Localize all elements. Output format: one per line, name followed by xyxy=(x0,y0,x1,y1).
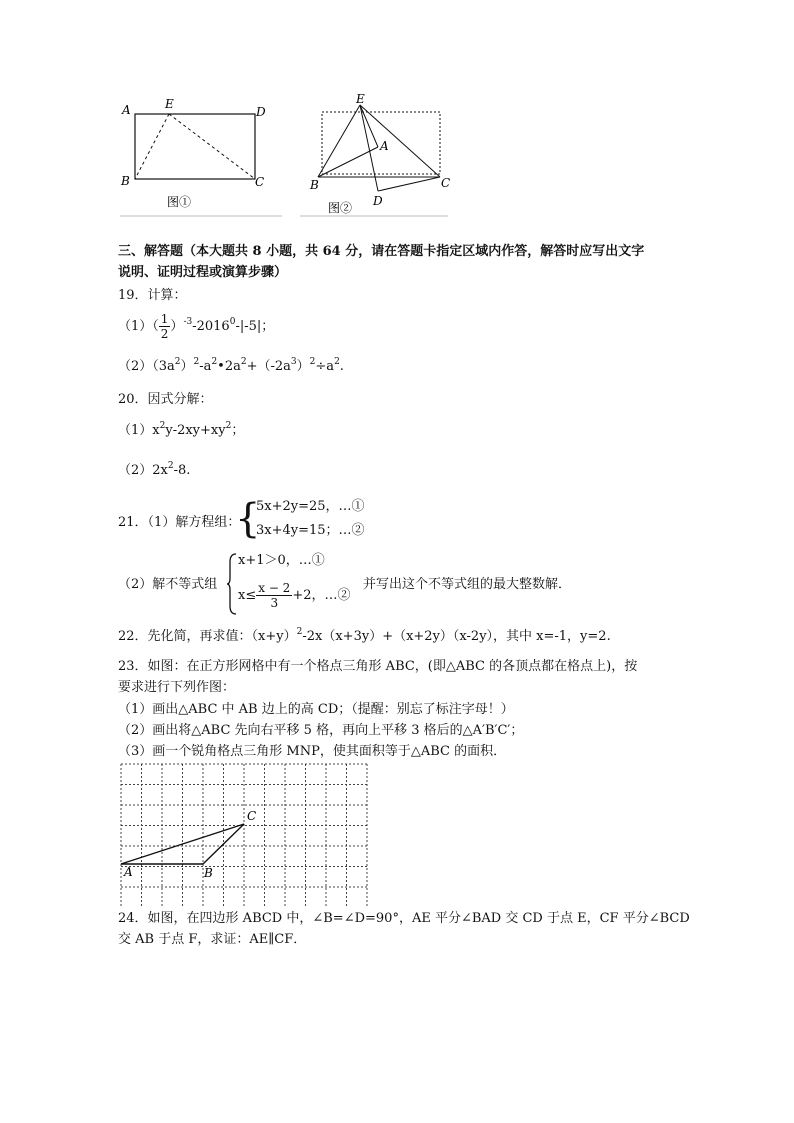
text: . xyxy=(339,359,344,374)
text: •2a xyxy=(217,359,241,374)
q20-title: 20．因式分解： xyxy=(118,392,213,407)
label-d: D xyxy=(373,194,383,208)
q24-line1: 24．如图，在四边形 ABCD 中，∠B=∠D=90°，AE 平分∠BAD 交 CD 于点 E，CF 平分∠BCD xyxy=(118,911,690,926)
label-b: B xyxy=(310,178,319,192)
text: -|-5|； xyxy=(235,319,275,334)
exponent: 2 xyxy=(334,357,340,367)
text: +2，…② xyxy=(292,588,351,603)
q21-eq2: 3x+4y=15；…② xyxy=(256,523,365,538)
text: y-2xy+xy xyxy=(165,423,226,438)
q20-part1 xyxy=(118,422,244,440)
denominator: 3 xyxy=(270,596,279,610)
text: 22．先化简，再求值：（x+y） xyxy=(118,629,297,644)
label-d: D xyxy=(256,105,266,119)
exponent: 2 xyxy=(159,421,166,431)
text: （1）（ xyxy=(118,319,159,334)
brace xyxy=(226,552,238,616)
q20-part2 xyxy=(118,462,190,480)
numerator: 1 xyxy=(160,312,169,326)
denominator: 2 xyxy=(160,327,169,341)
square-grid xyxy=(112,760,374,906)
segment-dc xyxy=(378,177,440,191)
label-b: B xyxy=(204,866,213,880)
q21-ineq2 xyxy=(238,578,351,614)
q19-title: 19．计算： xyxy=(118,288,187,303)
segment-ea xyxy=(360,105,378,147)
q21-part2-label: （2）解不等式组 xyxy=(118,577,218,592)
label-a: A xyxy=(380,139,389,153)
exponent: 3 xyxy=(290,357,297,367)
segment-ec xyxy=(169,114,255,179)
exponent: 2 xyxy=(240,357,247,367)
exponent: 2 xyxy=(193,357,200,367)
label-b: B xyxy=(121,174,130,188)
fraction xyxy=(159,312,171,341)
brace: { xyxy=(235,496,261,542)
label-a: A xyxy=(122,103,131,117)
q23-line1: 23．如图：在正方形网格中有一个格点三角形 ABC，(即△ABC 的各顶点都在格点上)，按 xyxy=(118,659,638,674)
exponent: 2 xyxy=(167,461,174,471)
rectangle-abcd xyxy=(135,114,255,179)
figure-1-caption: 图① xyxy=(167,195,192,209)
label-a: A xyxy=(124,865,133,879)
q23-item1: （1）画出△ABC 中 AB 边上的高 CD；（提醒：别忘了标注字母！） xyxy=(118,702,514,717)
text: -a xyxy=(199,359,212,374)
grid-lines xyxy=(121,764,367,906)
segment-eb xyxy=(135,114,169,179)
text: +（-2a xyxy=(246,359,291,374)
q23-item3: （3）画一个锐角格点三角形 MNP，使其面积等于△ABC 的面积． xyxy=(118,744,507,759)
q22 xyxy=(118,628,611,646)
exponent: 2 xyxy=(296,627,303,637)
text: ÷a xyxy=(315,359,335,374)
text: ； xyxy=(231,423,245,438)
q23-line2: 要求进行下列作图： xyxy=(118,680,236,695)
label-c: C xyxy=(247,809,257,823)
text: （1）x xyxy=(118,423,160,438)
text: x≤ xyxy=(238,588,257,603)
q21-part1-label: 21．（1）解方程组： xyxy=(118,515,241,530)
section-heading-line2: 说明、证明过程或演算步骤） xyxy=(118,265,288,280)
label-e: E xyxy=(165,97,174,111)
figure-2-caption: 图② xyxy=(328,201,353,215)
q21-part2-tail: 并写出这个不等式组的最大整数解． xyxy=(363,577,572,592)
text: ） xyxy=(296,359,310,374)
figure-2 xyxy=(300,92,460,222)
segment-ec xyxy=(360,105,440,177)
fraction xyxy=(256,581,292,610)
label-c: C xyxy=(255,175,265,189)
q19-part1 xyxy=(118,312,274,342)
text: -2x（x+3y）+（x+2y）（x-2y），其中 x=-1，y=2. xyxy=(302,629,611,644)
label-e: E xyxy=(356,92,365,106)
q21-ineq1: x+1＞0，…① xyxy=(238,553,325,568)
exponent: 0 xyxy=(229,317,236,327)
text: （2）2x xyxy=(118,463,168,478)
text: -8. xyxy=(173,463,191,478)
exponent: 2 xyxy=(309,357,316,367)
exponent: 2 xyxy=(225,421,232,431)
label-c: C xyxy=(441,176,451,190)
q24-line2: 交 AB 于点 F，求证：AE∥CF． xyxy=(118,932,307,947)
exponent: -3 xyxy=(183,317,193,327)
text: ） xyxy=(180,359,194,374)
text: ） xyxy=(170,319,184,334)
figure-1 xyxy=(112,92,282,222)
text: （2）（3a xyxy=(118,359,175,374)
section-heading-line1: 三、解答题（本大题共 8 小题，共 64 分，请在答题卡指定区域内作答，解答时应写出文字 xyxy=(118,244,645,259)
exponent: 2 xyxy=(174,357,181,367)
q23-item2: （2）画出将△ABC 先向右平移 5 格，再向上平移 3 格后的△A′B′C′； xyxy=(118,723,524,738)
text: -2016 xyxy=(192,319,230,334)
numerator: x − 2 xyxy=(258,581,291,595)
q21-eq1: 5x+2y=25，…① xyxy=(256,499,365,514)
exponent: 2 xyxy=(211,357,218,367)
q19-part2 xyxy=(118,358,344,376)
